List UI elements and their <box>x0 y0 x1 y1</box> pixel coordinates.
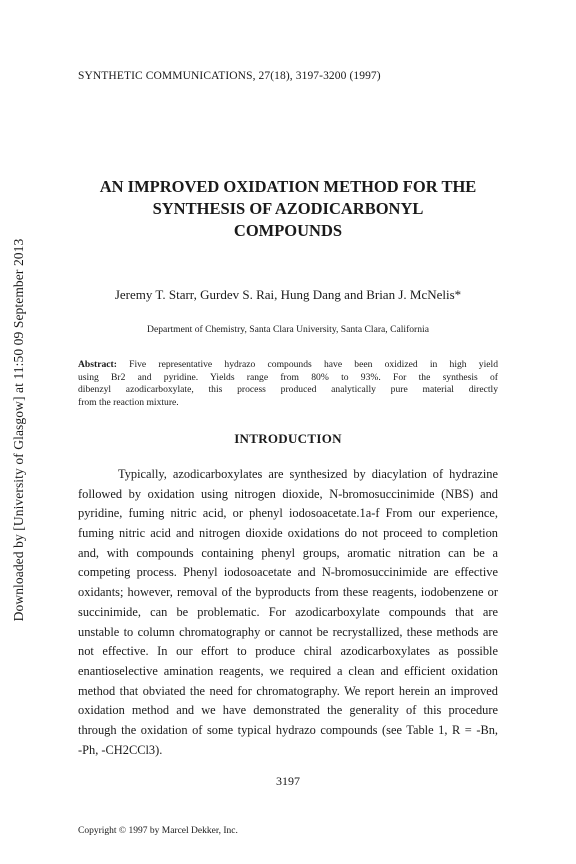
body-line: followed by oxidation using nitrogen dioxide, N-bromosuccinimide (NBS) and <box>78 486 498 501</box>
body-line: Typically, azodicarboxylates are synthesized by diacylation of hydrazine <box>118 467 498 481</box>
download-watermark <box>0 0 34 864</box>
body-line: enantioselective amination reagents, we required a clean and efficient oxidation <box>78 663 498 678</box>
body-line: and, with compounds containing phenyl groups, aromatic nitration can be a <box>78 545 498 560</box>
download-note: Downloaded by [University of Glasgow] at 11:50 09 September 2013 <box>11 238 26 622</box>
abstract-line <box>78 359 498 372</box>
body-line: competing process. Phenyl iodosoacetate and N-bromosuccinimide are effective <box>78 565 498 580</box>
abstract-line: from the reaction mixture. <box>78 396 179 408</box>
article-title <box>78 176 498 242</box>
abstract-line: dibenzyl azodicarboxylate, this process produced analytically pure material directly <box>78 384 498 395</box>
body-line: method that obviated the need for chromatography. We report herein an improved <box>78 683 498 698</box>
body-line: pyridine, fuming nitric acid, or phenyl iodosoacetate.1a-f From our experience, <box>78 506 498 521</box>
abstract-line: using Br2 and pyridine. Yields range from 80% to 93%. For the synthesis of <box>78 371 498 383</box>
body-line: succinimide, can be problematic. For azodicarboxylate compounds that are <box>78 604 498 619</box>
section-heading: INTRODUCTION <box>234 431 342 446</box>
body-line: -Ph, -CH2CCl3). <box>78 742 163 757</box>
abstract-text: Five representative hydrazo compounds have been oxidized in high yield <box>116 359 498 370</box>
copyright-notice: Copyright © 1997 by Marcel Dekker, Inc. <box>78 826 238 836</box>
abstract <box>78 359 498 409</box>
body-text <box>78 465 498 760</box>
title-line: COMPOUNDS <box>233 221 343 240</box>
journal-header: SYNTHETIC COMMUNICATIONS, 27(18), 3197-3200 (1997) <box>78 70 381 82</box>
body-line: fuming nitric acid and nitrogen dioxide oxidations do not proceed to completion <box>78 526 498 541</box>
body-line: through the oxidation of some typical hydrazo compounds (see Table 1, R = -Bn, <box>78 722 498 737</box>
affiliation: Department of Chemistry, Santa Clara University, Santa Clara, California <box>147 324 429 335</box>
title-line: AN IMPROVED OXIDATION METHOD FOR THE <box>99 177 477 196</box>
body-line: oxidation method and we have demonstrated the generality of this procedure <box>78 703 498 718</box>
title-line: SYNTHESIS OF AZODICARBONYL <box>152 199 424 218</box>
body-line: not effective. In our effort to produce chiral azodicarboxylates as possible <box>78 644 498 659</box>
abstract-label: Abstract: <box>78 359 117 370</box>
body-line: oxidants; however, removal of the byproducts from these reagents, iodobenzene or <box>78 585 498 600</box>
author-list: Jeremy T. Starr, Gurdev S. Rai, Hung Dang and Brian J. McNelis* <box>114 287 462 302</box>
page-number: 3197 <box>276 774 300 788</box>
body-line: unstable to column chromatography or cannot be recrystallized, these methods are <box>78 624 498 639</box>
